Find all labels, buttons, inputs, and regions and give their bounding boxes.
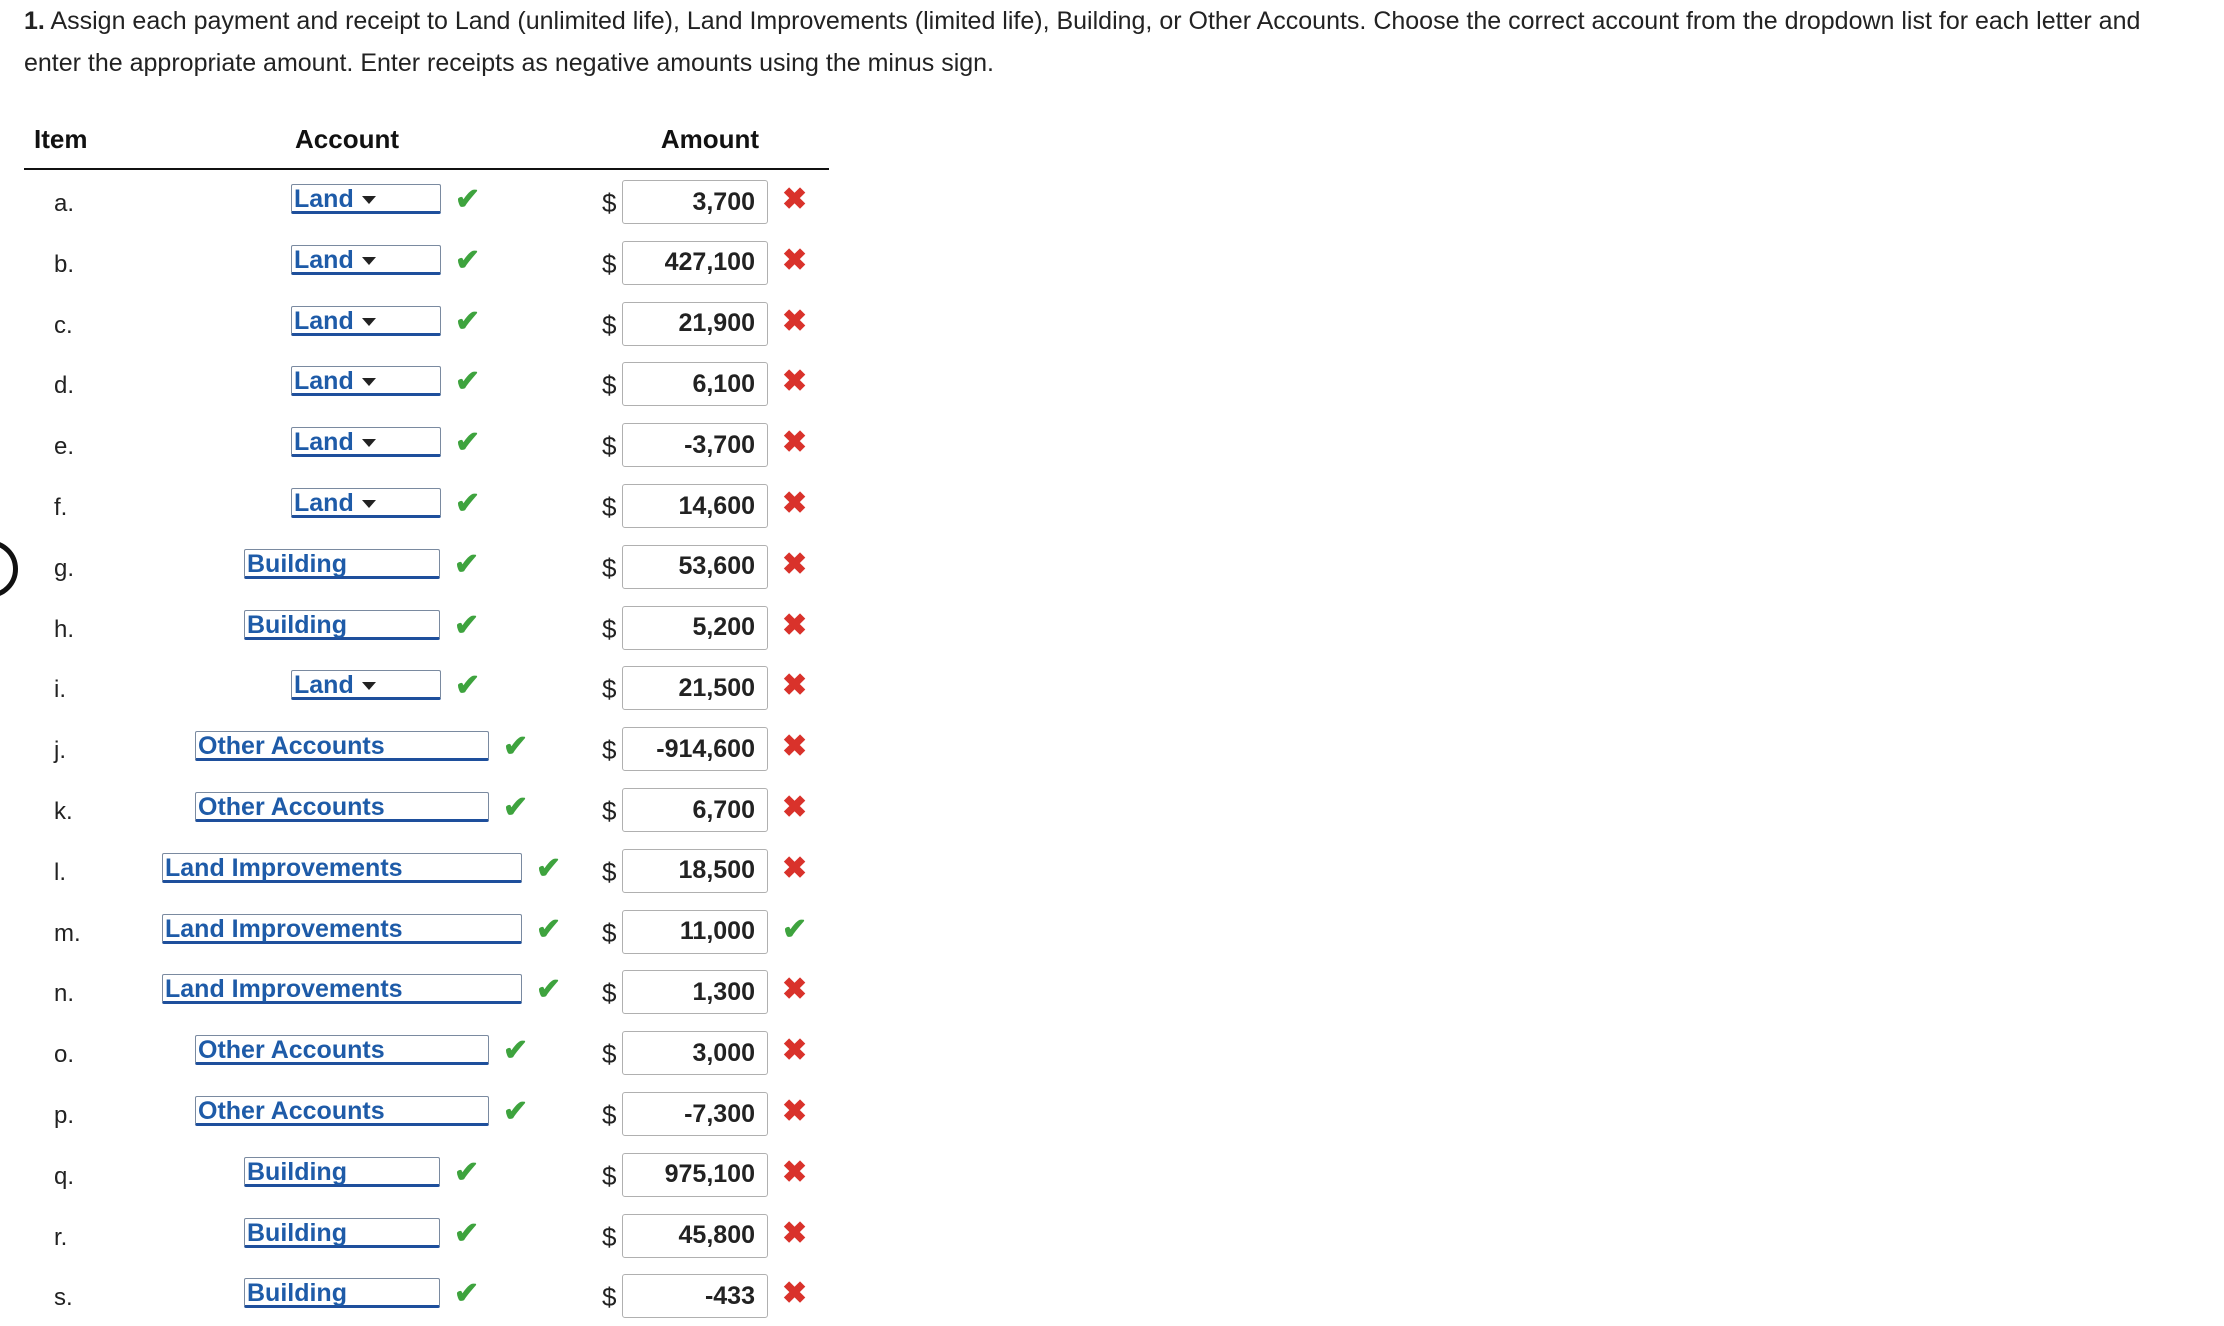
- x-mark-icon: ✖: [782, 304, 808, 338]
- caret-down-icon: [362, 500, 376, 508]
- column-header-amount: Amount: [660, 124, 760, 154]
- x-mark-icon: ✖: [782, 1216, 808, 1250]
- x-mark-icon: ✖: [782, 1095, 808, 1128]
- item-letter: r.: [54, 1223, 68, 1251]
- account-selected-value: Land: [294, 245, 354, 274]
- item-letter: p.: [54, 1102, 75, 1129]
- question-number: 1.: [24, 7, 45, 35]
- amount-input[interactable]: [622, 727, 768, 771]
- checkmark-icon: ✔: [455, 426, 481, 460]
- account-dropdown[interactable]: [291, 488, 441, 518]
- checkmark-icon: ✔: [455, 669, 481, 703]
- amount-input[interactable]: [622, 1214, 768, 1258]
- account-dropdown[interactable]: [244, 1218, 440, 1248]
- item-letter: g.: [54, 554, 75, 582]
- question-text: Assign each payment and receipt to Land (unlimited life), Land Improvements (limited life), Building, or Other Accounts. Choose the correct account from the dropdown list for each letter and enter the appropriate amount. Enter receipts as negative amounts using the minus sign.: [24, 7, 2141, 77]
- account-selected-value: Other Accounts: [198, 1097, 385, 1125]
- x-mark-icon: ✖: [782, 1155, 808, 1189]
- account-selected-value: Other Accounts: [198, 1036, 385, 1065]
- currency-symbol: $: [602, 1221, 617, 1252]
- amount-input[interactable]: [622, 849, 768, 893]
- account-dropdown[interactable]: [162, 914, 522, 944]
- item-letter: h.: [54, 615, 75, 643]
- account-selected-value: Land: [294, 428, 354, 457]
- amount-input[interactable]: [622, 910, 768, 954]
- checkmark-icon: ✔: [455, 183, 481, 216]
- item-letter: k.: [54, 798, 73, 825]
- item-letter: l.: [54, 858, 66, 886]
- currency-symbol: $: [602, 431, 617, 462]
- account-dropdown[interactable]: [162, 974, 522, 1004]
- account-selected-value: Building: [247, 1218, 347, 1247]
- caret-down-icon: [362, 682, 376, 690]
- account-selected-value: Land: [294, 671, 354, 700]
- checkmark-icon: ✔: [455, 304, 481, 338]
- account-dropdown[interactable]: [291, 366, 441, 396]
- amount-input[interactable]: [622, 545, 768, 589]
- item-letter: j.: [54, 737, 66, 765]
- amount-input[interactable]: [622, 1153, 768, 1197]
- table-row: [0, 298, 900, 354]
- currency-symbol: $: [602, 370, 617, 401]
- x-mark-icon: ✖: [782, 426, 808, 460]
- checkmark-icon: ✔: [454, 1216, 480, 1250]
- table-row: [0, 723, 900, 779]
- table-row: [0, 1088, 900, 1144]
- currency-symbol: $: [602, 1282, 617, 1313]
- account-dropdown[interactable]: [195, 731, 489, 761]
- currency-symbol: $: [602, 492, 617, 522]
- column-header-item: Item: [34, 124, 88, 154]
- amount-input[interactable]: [622, 362, 768, 406]
- x-mark-icon: ✖: [782, 1034, 808, 1068]
- item-letter: i.: [54, 676, 66, 704]
- amount-input[interactable]: [622, 606, 768, 650]
- table-row: [0, 1210, 900, 1266]
- account-dropdown[interactable]: [195, 792, 489, 822]
- checkmark-icon: ✔: [536, 973, 562, 1007]
- checkmark-icon: ✔: [536, 912, 562, 946]
- account-dropdown[interactable]: [195, 1096, 489, 1126]
- account-selected-value: Land Improvements: [165, 975, 403, 1004]
- table-row: [0, 237, 900, 293]
- caret-down-icon: [362, 439, 376, 447]
- currency-symbol: $: [602, 1100, 617, 1130]
- checkmark-icon: ✔: [503, 791, 529, 824]
- checkmark-icon: ✔: [503, 1034, 529, 1068]
- account-dropdown[interactable]: [291, 670, 441, 700]
- currency-symbol: $: [602, 188, 617, 218]
- x-mark-icon: ✖: [782, 851, 808, 885]
- item-letter: q.: [54, 1162, 75, 1190]
- item-letter: e.: [54, 433, 75, 461]
- table-row: [0, 480, 900, 536]
- checkmark-icon: ✔: [536, 851, 562, 885]
- account-selected-value: Land Improvements: [165, 853, 403, 882]
- item-letter: o.: [54, 1041, 75, 1069]
- currency-symbol: $: [602, 674, 617, 705]
- currency-symbol: $: [602, 796, 617, 826]
- x-mark-icon: ✖: [782, 669, 808, 703]
- table-row: [0, 662, 900, 718]
- caret-down-icon: [362, 196, 376, 204]
- x-mark-icon: ✖: [782, 243, 808, 277]
- currency-symbol: $: [602, 856, 617, 887]
- x-mark-icon: ✖: [782, 973, 808, 1007]
- table-row: [0, 176, 900, 232]
- table-row: [0, 966, 900, 1022]
- table-row: [0, 784, 900, 840]
- table-row: [0, 1149, 900, 1205]
- amount-input[interactable]: [622, 241, 768, 285]
- header-divider: [24, 168, 829, 170]
- account-dropdown[interactable]: [195, 1035, 489, 1065]
- account-dropdown[interactable]: [162, 853, 522, 883]
- account-selected-value: Land Improvements: [165, 914, 403, 943]
- amount-input[interactable]: [622, 1092, 768, 1136]
- account-selected-value: Building: [247, 1157, 347, 1186]
- checkmark-icon: ✔: [455, 243, 481, 277]
- account-dropdown[interactable]: [291, 184, 441, 214]
- account-selected-value: Building: [247, 549, 347, 578]
- checkmark-icon: ✔: [454, 1277, 480, 1311]
- x-mark-icon: ✖: [782, 183, 808, 216]
- currency-symbol: $: [602, 552, 617, 583]
- account-selected-value: Other Accounts: [198, 793, 385, 821]
- x-mark-icon: ✖: [782, 365, 808, 399]
- x-mark-icon: ✖: [782, 791, 808, 824]
- x-mark-icon: ✖: [782, 608, 808, 642]
- amount-input[interactable]: [622, 302, 768, 346]
- table-row: [0, 602, 900, 658]
- currency-symbol: $: [602, 248, 617, 279]
- caret-down-icon: [362, 257, 376, 265]
- table-row: [0, 358, 900, 414]
- account-selected-value: Land: [294, 185, 354, 213]
- amount-input[interactable]: [622, 180, 768, 224]
- currency-symbol: $: [602, 309, 617, 340]
- checkmark-icon: ✔: [455, 487, 481, 520]
- currency-symbol: $: [602, 613, 617, 644]
- currency-symbol: $: [602, 978, 617, 1009]
- table-row: [0, 906, 900, 962]
- x-mark-icon: ✖: [782, 1277, 808, 1311]
- currency-symbol: $: [602, 735, 617, 766]
- currency-symbol: $: [602, 917, 617, 948]
- currency-symbol: $: [602, 1160, 617, 1191]
- item-letter: m.: [54, 919, 81, 947]
- account-selected-value: Building: [247, 1279, 347, 1308]
- table-row: [0, 541, 900, 597]
- checkmark-icon: ✔: [503, 730, 529, 764]
- account-selected-value: Building: [247, 610, 347, 639]
- caret-down-icon: [362, 318, 376, 326]
- amount-input[interactable]: [622, 788, 768, 832]
- currency-symbol: $: [602, 1039, 617, 1070]
- checkmark-icon: ✔: [454, 547, 480, 581]
- table-row: [0, 845, 900, 901]
- amount-input[interactable]: [622, 1274, 768, 1318]
- account-dropdown[interactable]: [291, 306, 441, 336]
- checkmark-icon: ✔: [454, 1155, 480, 1189]
- table-row: [0, 1027, 900, 1083]
- item-letter: f.: [54, 494, 68, 521]
- caret-down-icon: [362, 378, 376, 386]
- item-letter: d.: [54, 372, 75, 400]
- checkmark-icon: ✔: [503, 1095, 529, 1128]
- x-mark-icon: ✖: [782, 547, 808, 581]
- account-selected-value: Land: [294, 306, 354, 335]
- item-letter: b.: [54, 250, 75, 278]
- table-row: [0, 419, 900, 475]
- column-header-account: Account: [295, 124, 399, 154]
- account-selected-value: Other Accounts: [198, 732, 385, 761]
- x-mark-icon: ✖: [782, 487, 808, 520]
- amount-input[interactable]: [622, 666, 768, 710]
- item-letter: a.: [54, 190, 75, 217]
- amount-input[interactable]: [622, 484, 768, 528]
- account-selected-value: Land: [294, 367, 354, 396]
- amount-input[interactable]: [622, 1031, 768, 1075]
- account-dropdown[interactable]: [244, 610, 440, 640]
- account-dropdown[interactable]: [291, 427, 441, 457]
- item-letter: c.: [54, 311, 73, 339]
- account-dropdown[interactable]: [244, 1157, 440, 1187]
- checkmark-icon: ✔: [455, 365, 481, 399]
- table-row: [0, 1270, 900, 1326]
- checkmark-icon: ✔: [782, 912, 808, 946]
- amount-input[interactable]: [622, 970, 768, 1014]
- question-instructions: [24, 0, 2204, 84]
- amount-input[interactable]: [622, 423, 768, 467]
- checkmark-icon: ✔: [454, 608, 480, 642]
- account-dropdown[interactable]: [244, 1278, 440, 1308]
- account-selected-value: Land: [294, 489, 354, 517]
- x-mark-icon: ✖: [782, 730, 808, 764]
- account-dropdown[interactable]: [244, 549, 440, 579]
- item-letter: s.: [54, 1284, 73, 1312]
- item-letter: n.: [54, 980, 75, 1008]
- account-dropdown[interactable]: [291, 245, 441, 275]
